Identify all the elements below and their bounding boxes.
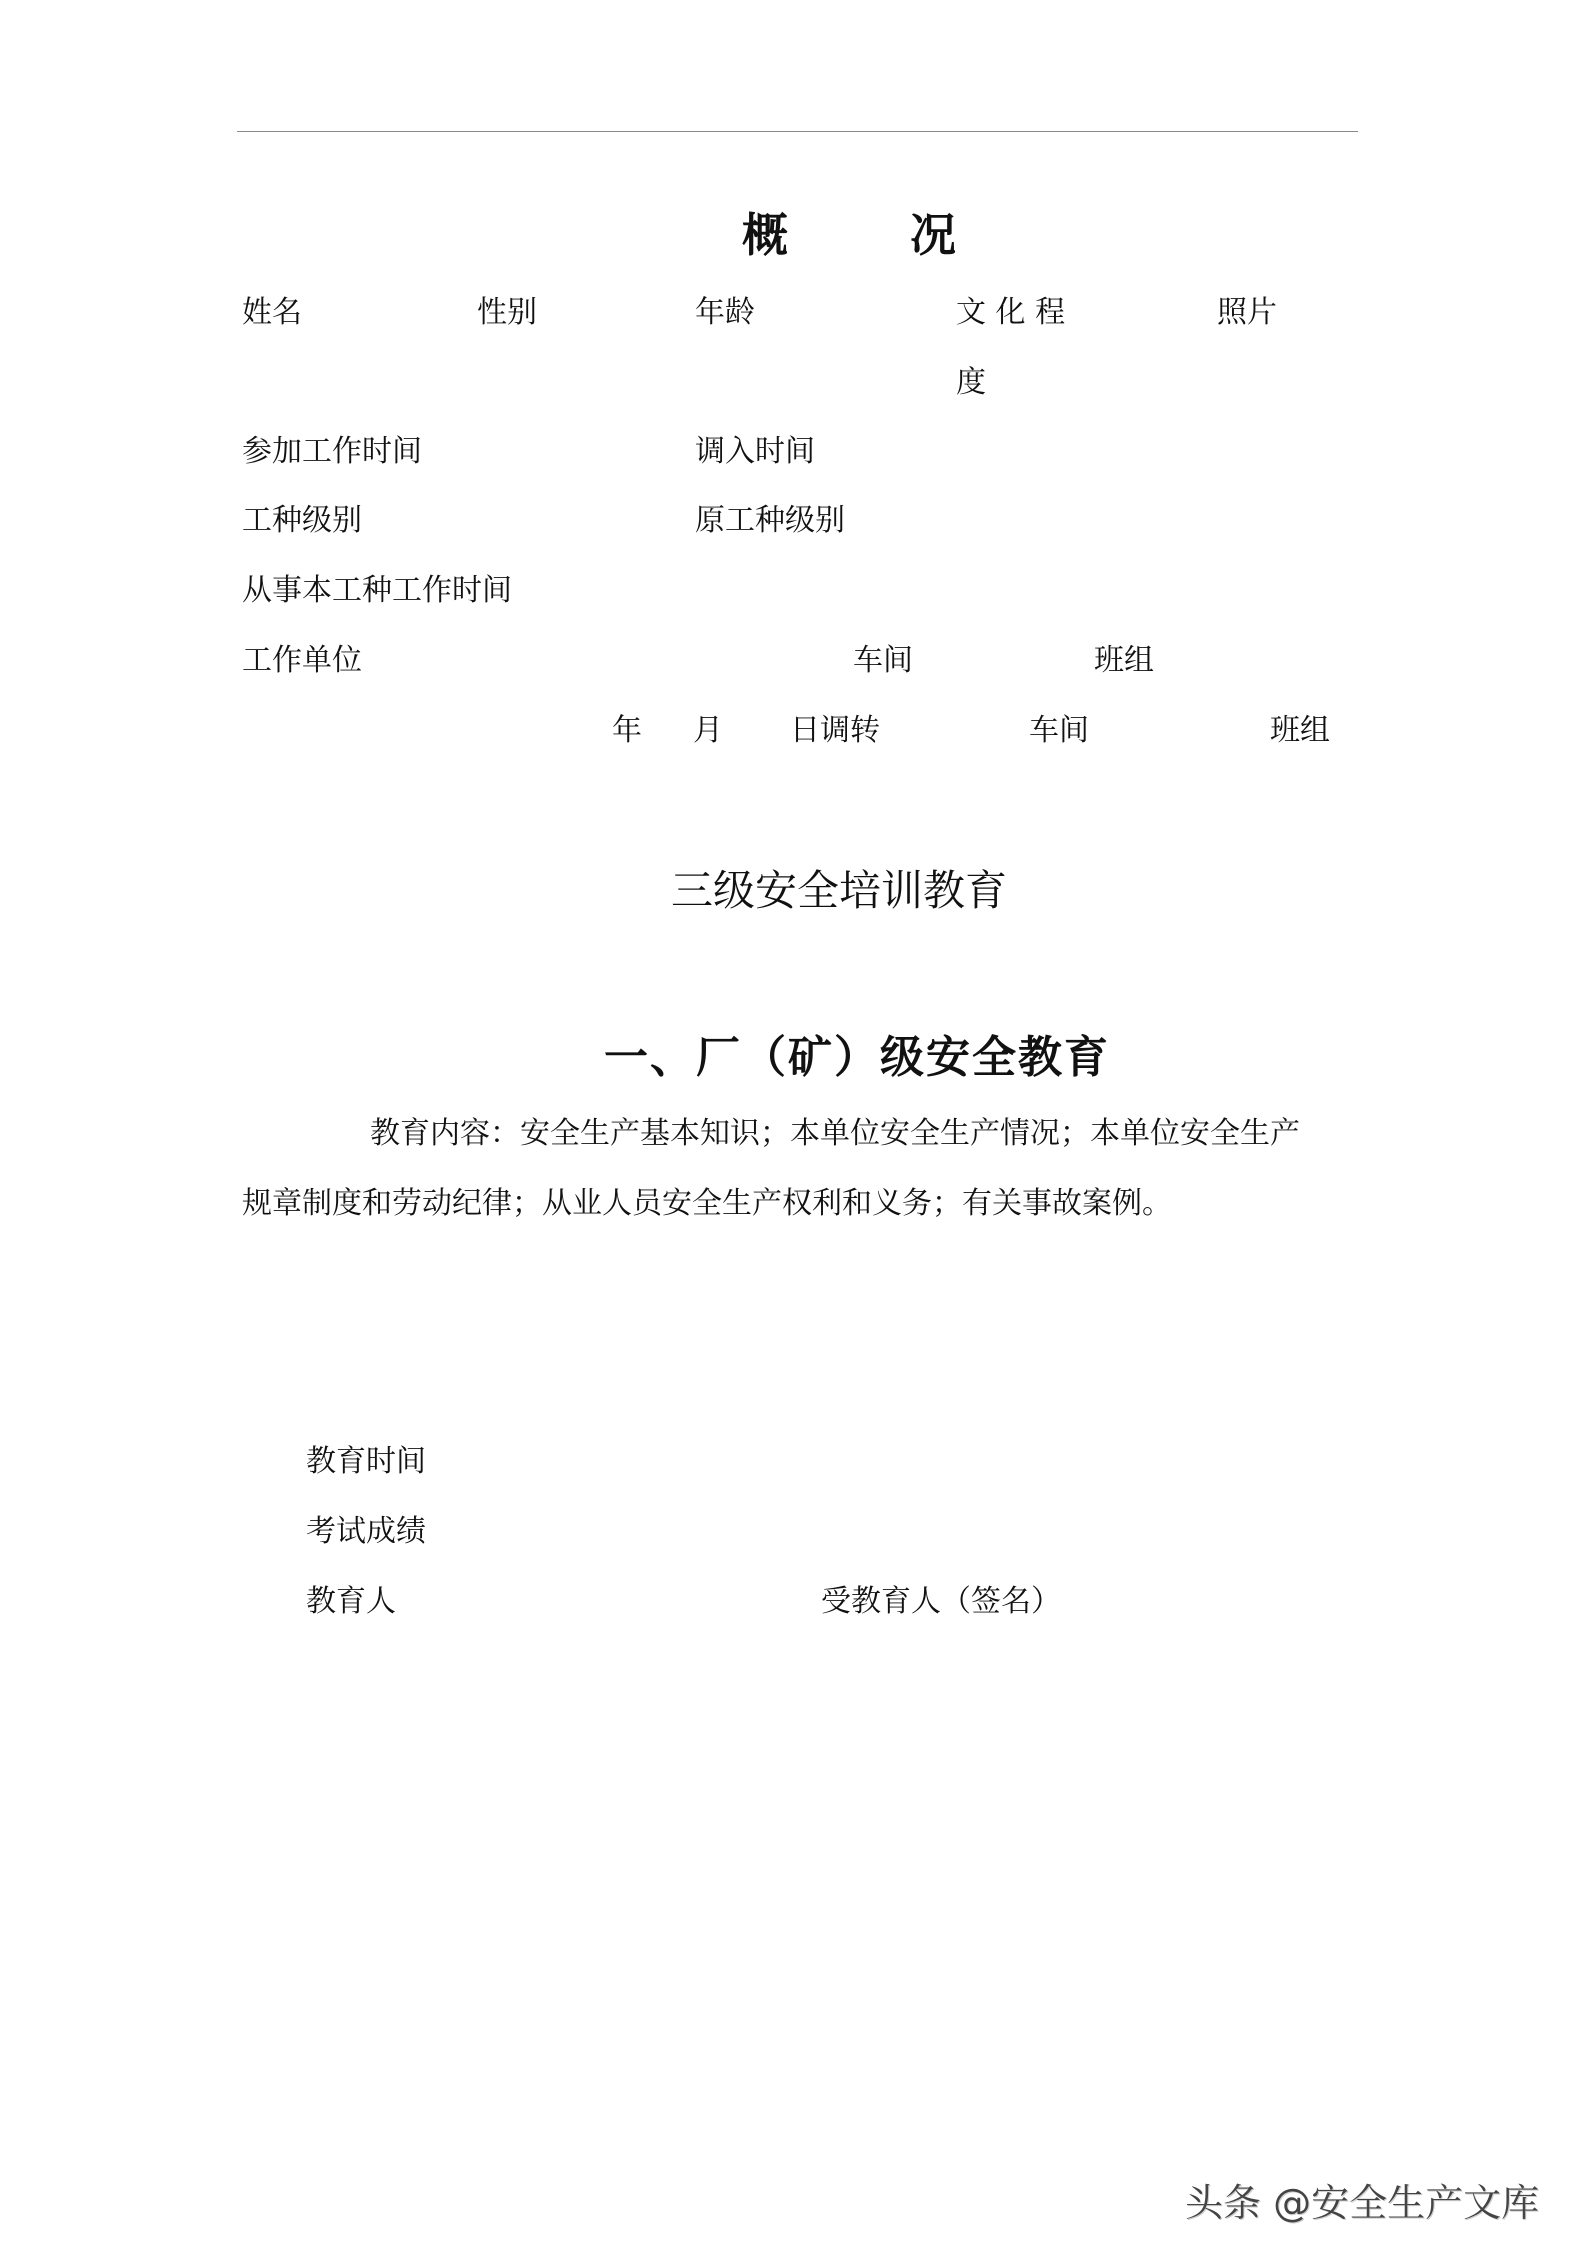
transfer-in-label: 调入时间 <box>695 434 815 469</box>
gender-label: 性别 <box>477 295 537 330</box>
prev-job-grade-label: 原工种级别 <box>695 503 845 538</box>
work-unit-label: 工作单位 <box>242 643 362 678</box>
watermark: 头条 @安全生产文库 <box>1185 2181 1540 2225</box>
day-transfer-label: 日调转 <box>790 713 880 748</box>
content-line1: 教育内容：安全生产基本知识；本单位安全生产情况；本单位安全生产 <box>370 1116 1300 1151</box>
education-label-line2: 度 <box>956 365 986 400</box>
month-label: 月 <box>693 713 723 748</box>
exam-score-label: 考试成绩 <box>306 1514 426 1549</box>
join-work-label: 参加工作时间 <box>242 434 422 469</box>
content-line2: 规章制度和劳动纪律；从业人员安全生产权利和义务；有关事故案例。 <box>242 1186 1172 1221</box>
year-label: 年 <box>612 713 642 748</box>
team2-label: 班组 <box>1270 713 1330 748</box>
overview-title-right: 况 <box>910 208 956 262</box>
overview-title-left: 概 <box>742 208 788 262</box>
team-label: 班组 <box>1094 643 1154 678</box>
education-label-line1: 文 化 程 <box>956 295 1066 330</box>
age-label: 年龄 <box>695 295 755 330</box>
job-years-label: 从事本工种工作时间 <box>242 573 512 608</box>
workshop-label: 车间 <box>853 643 913 678</box>
educator-label: 教育人 <box>306 1584 396 1619</box>
section-title: 一、厂（矿）级安全教育 <box>604 1032 1110 1083</box>
education-time-label: 教育时间 <box>306 1444 426 1479</box>
trainee-signature-label: 受教育人（签名） <box>821 1584 1061 1619</box>
header-rule <box>237 131 1358 132</box>
workshop2-label: 车间 <box>1029 713 1089 748</box>
job-grade-label: 工种级别 <box>242 503 362 538</box>
photo-label: 照片 <box>1217 295 1277 330</box>
name-label: 姓名 <box>242 295 302 330</box>
training-main-title: 三级安全培训教育 <box>671 866 1008 915</box>
